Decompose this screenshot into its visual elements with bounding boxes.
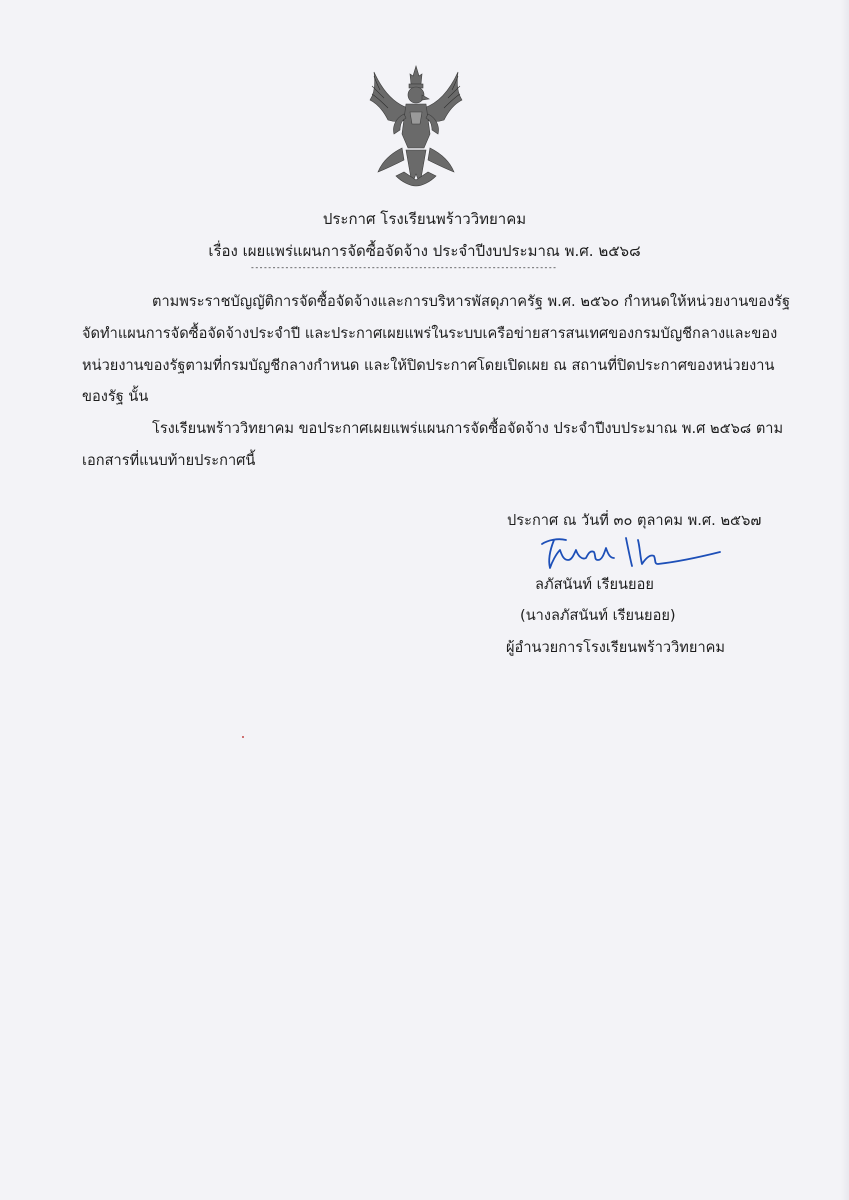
signer-full-name: (นางลภัสนันท์ เรียนยอย) [520, 607, 676, 624]
stray-red-mark [242, 736, 244, 738]
signer-position: ผู้อำนวยการโรงเรียนพร้าววิทยาคม [506, 639, 726, 656]
page-edge-shadow [841, 0, 849, 1200]
separator-line: ----------------------------------------------------------------------- [250, 263, 557, 272]
paragraph1-line-3: หน่วยงานของรัฐตามที่กรมบัญชีกลางกำหนด และให้ปิดประกาศโดยเปิดเผย ณ สถานที่ปิดประกาศของหน่วยงาน [82, 357, 775, 374]
signer-name: ลภัสนันท์ เรียนยอย [535, 576, 654, 593]
handwritten-signature [536, 534, 726, 574]
paragraph1-line-2: จัดทำแผนการจัดซื้อจัดจ้างประจำปี และประกาศเผยแพร่ในระบบเครือข่ายสารสนเทศของกรมบัญชีกลางและของ [82, 325, 778, 342]
paragraph2-line-2: เอกสารที่แนบท้ายประกาศนี้ [82, 452, 256, 469]
paragraph1-line-4: ของรัฐ นั้น [82, 388, 149, 405]
announcement-title: ประกาศ โรงเรียนพร้าววิทยาคม [322, 210, 527, 228]
garuda-emblem-icon [366, 64, 466, 188]
announcement-date: ประกาศ ณ วันที่ ๓๐ ตุลาคม พ.ศ. ๒๕๖๗ [507, 512, 762, 529]
paragraph1-line-1: ตามพระราชบัญญัติการจัดซื้อจัดจ้างและการบริหารพัสดุภาครัฐ พ.ศ. ๒๕๖๐ กำหนดให้หน่วยงานของรัฐ [152, 293, 791, 310]
announcement-subject: เรื่อง เผยแพร่แผนการจัดซื้อจัดจ้าง ประจำปีงบประมาณ พ.ศ. ๒๕๖๘ [208, 242, 641, 260]
paragraph2-line-1: โรงเรียนพร้าววิทยาคม ขอประกาศเผยแพร่แผนการจัดซื้อจัดจ้าง ประจำปีงบประมาณ พ.ศ ๒๕๖๘ ตาม [152, 420, 784, 437]
